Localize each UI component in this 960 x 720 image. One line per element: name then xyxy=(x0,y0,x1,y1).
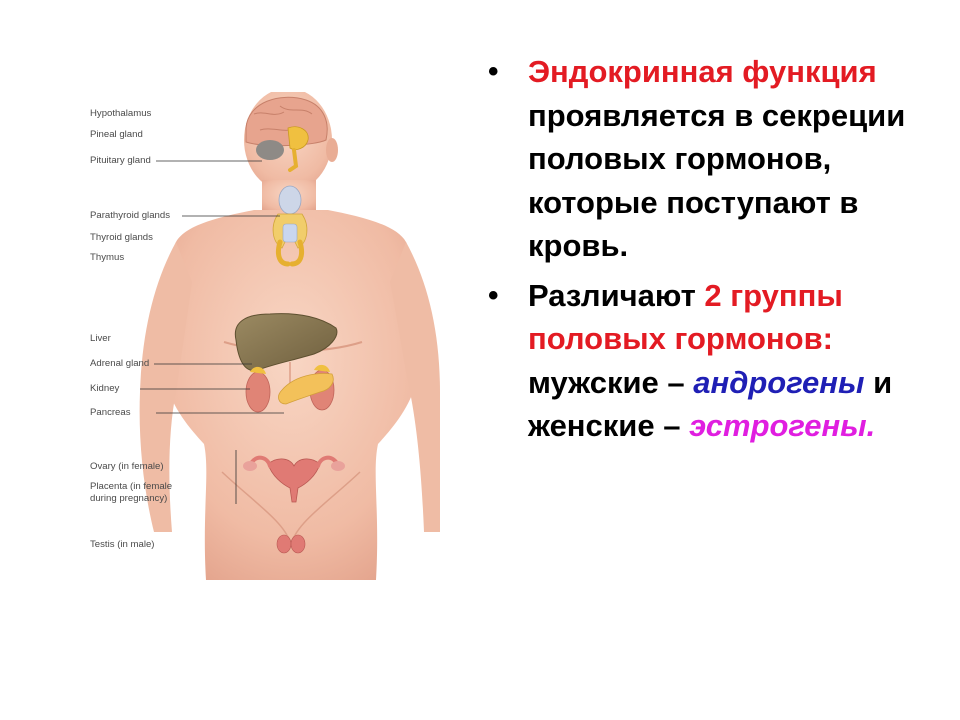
label-adrenal-gland: Adrenal gland xyxy=(90,358,150,369)
label-liver: Liver xyxy=(90,333,111,344)
label-hypothalamus: Hypothalamus xyxy=(90,108,152,119)
label-pineal-gland: Pineal gland xyxy=(90,129,143,140)
bullet-2-run-1: Различают xyxy=(528,277,705,313)
bullet-list xyxy=(486,50,946,448)
label-pituitary-gland: Pituitary gland xyxy=(90,155,151,166)
bullet-hormone-groups xyxy=(486,274,946,448)
bullet-endocrine-function xyxy=(486,50,946,268)
label-testis: Testis (in male) xyxy=(90,539,155,550)
bullet-2-androgens: андрогены xyxy=(693,364,865,400)
bullet-1-run-2: проявляется в секреции половых гормонов, которые поступают в кровь. xyxy=(528,97,906,263)
bullet-2-run-3: мужские – xyxy=(528,364,694,400)
label-placenta: Placenta (in female xyxy=(90,481,173,492)
human-body-illustration xyxy=(84,92,440,588)
bullet-2-run-5: и женские – xyxy=(528,364,893,443)
label-placenta-note: during pregnancy) xyxy=(90,493,168,504)
label-ovary: Ovary (in female) xyxy=(90,461,164,472)
anatomy-figure xyxy=(84,92,440,588)
label-thyroid-glands: Thyroid glands xyxy=(90,232,153,243)
bullet-dot-icon: • xyxy=(488,55,499,88)
label-pancreas: Pancreas xyxy=(90,407,131,418)
bullet-dot-icon: • xyxy=(488,278,499,312)
label-parathyroid-glands: Parathyroid glands xyxy=(90,210,170,221)
label-thymus: Thymus xyxy=(90,252,125,263)
bullet-2-run-2: 2 группы половых гормонов: xyxy=(528,277,843,356)
label-kidney: Kidney xyxy=(90,383,120,394)
bullet-2-estrogens: эстрогены. xyxy=(689,408,876,443)
bullet-1-run-1: Эндокринная функция xyxy=(528,54,877,89)
